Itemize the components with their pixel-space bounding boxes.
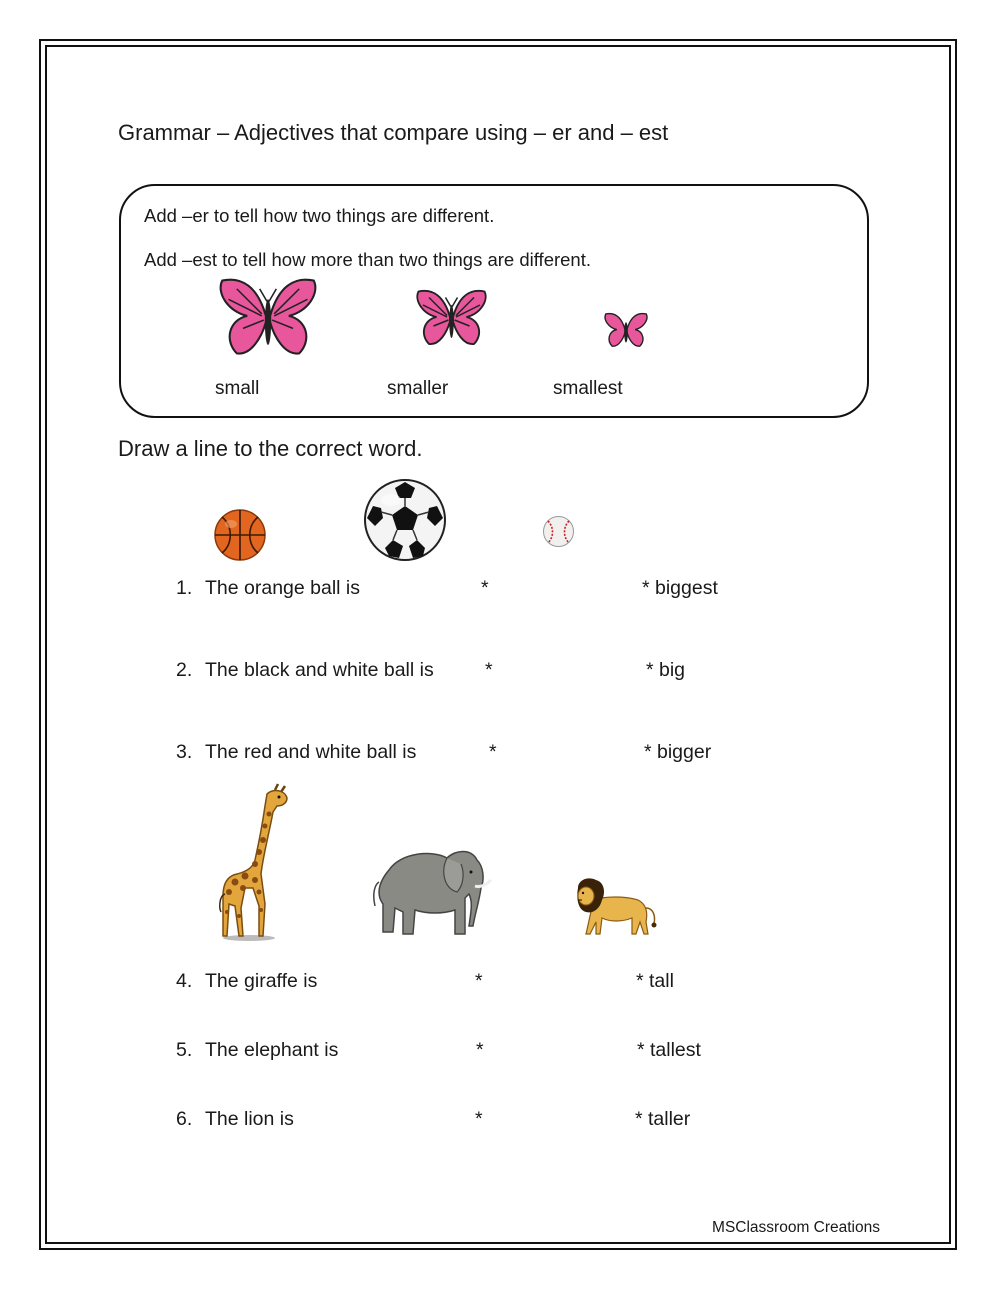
question-text: The red and white ball is bbox=[205, 741, 417, 763]
rule-er: Add –er to tell how two things are different. bbox=[144, 205, 495, 226]
basketball-icon bbox=[213, 508, 267, 562]
rule-est: Add –est to tell how more than two things are different. bbox=[144, 249, 591, 270]
match-dot-left[interactable]: * bbox=[475, 1108, 483, 1130]
instruction: Draw a line to the correct word. bbox=[118, 436, 423, 461]
word-smallest: smallest bbox=[553, 378, 623, 399]
match-dot-left[interactable]: * bbox=[476, 1039, 484, 1061]
word-smaller: smaller bbox=[387, 378, 449, 399]
question-number: 4. bbox=[176, 970, 193, 992]
question-number: 6. bbox=[176, 1108, 193, 1130]
match-dot-left[interactable]: * bbox=[481, 577, 489, 599]
baseball-icon bbox=[542, 515, 575, 548]
question-number: 1. bbox=[176, 577, 193, 599]
question-text: The lion is bbox=[205, 1108, 294, 1130]
question-number: 5. bbox=[176, 1039, 193, 1061]
question-number: 2. bbox=[176, 659, 193, 681]
question-text: The black and white ball is bbox=[205, 659, 434, 681]
question-text: The elephant is bbox=[205, 1039, 339, 1061]
match-dot-left[interactable]: * bbox=[485, 659, 493, 681]
answer-option[interactable]: * big bbox=[646, 659, 686, 681]
question-text: The orange ball is bbox=[205, 577, 361, 599]
answer-option[interactable]: * bigger bbox=[644, 741, 712, 763]
butterfly-icon bbox=[414, 288, 489, 349]
question-text: The giraffe is bbox=[205, 970, 318, 992]
answer-option[interactable]: * tall bbox=[636, 970, 674, 992]
match-dot-left[interactable]: * bbox=[475, 970, 483, 992]
butterfly-icon bbox=[216, 276, 320, 360]
butterfly-icon bbox=[603, 312, 649, 349]
word-small: small bbox=[215, 378, 260, 399]
question-number: 3. bbox=[176, 741, 193, 763]
worksheet-title: Grammar – Adjectives that compare using – er and – est bbox=[118, 120, 669, 145]
giraffe-icon bbox=[215, 784, 293, 942]
answer-option[interactable]: * biggest bbox=[642, 577, 718, 599]
elephant-icon bbox=[371, 846, 495, 938]
soccer-ball-icon bbox=[363, 478, 447, 562]
answer-option[interactable]: * tallest bbox=[637, 1039, 701, 1061]
footer-credit: MSClassroom Creations bbox=[712, 1219, 880, 1236]
answer-option[interactable]: * taller bbox=[635, 1108, 691, 1130]
lion-icon bbox=[574, 878, 658, 938]
match-dot-left[interactable]: * bbox=[489, 741, 497, 763]
